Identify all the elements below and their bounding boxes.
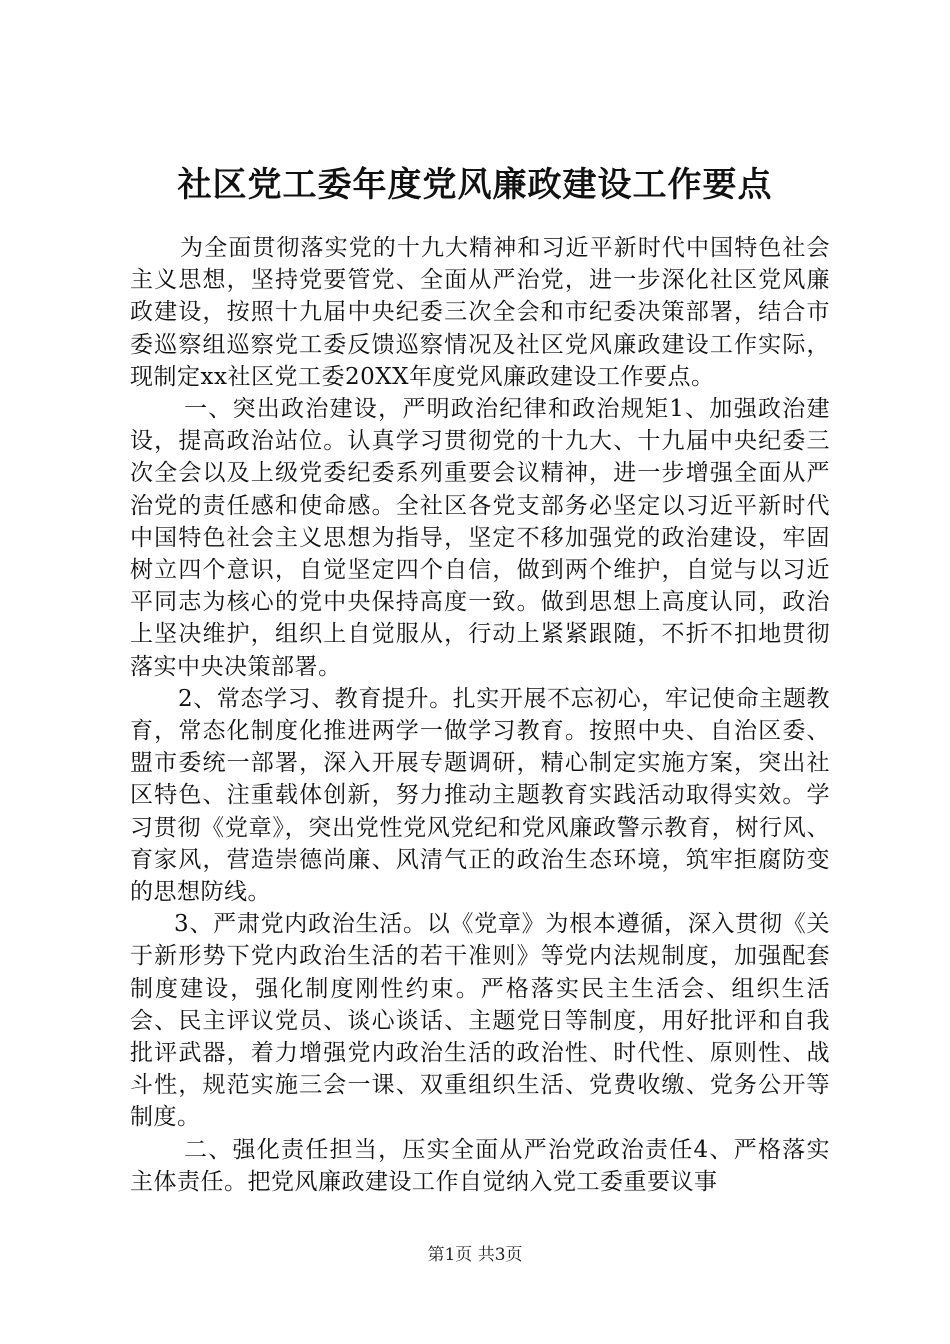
paragraph-section-1: 一、突出政治建设，严明政治纪律和政治规矩1、加强政治建设，提高政治站位。认真学习贯彻党的十九大、十九届中央纪委三次全会以及上级党委纪委系列重要会议精神，进一步增强全面从严治党的责任感和使命感。全社区各党支部务必坚定以习近平新时代中国特色社会主义思想为指导，坚定不移加强党的政治建设，牢固树立四个意识，自觉坚定四个自信，做到两个维护，自觉与以习近平同志为核心的党中央保持高度一致。做到思想上高度认同，政治上坚决维护，组织上自觉服从，行动上紧紧跟随，不折不扣地贯彻落实中央决策部署。 — [130, 396, 830, 680]
document-body — [130, 232, 830, 1198]
paragraph-intro: 为全面贯彻落实党的十九大精神和习近平新时代中国特色社会主义思想，坚持党要管党、全面从严治党，进一步深化社区党风廉政建设，按照十九届中央纪委三次全会和市纪委决策部署，结合市委巡察组巡察党工委反馈巡察情况及社区党风廉政建设工作实际，现制定xx社区党工委20XX年度党风廉政建设工作要点。 — [130, 235, 830, 390]
paragraph-item-3: 3、严肃党内政治生活。以《党章》为根本遵循，深入贯彻《关于新形势下党内政治生活的若干准则》等党内法规制度，加强配套制度建设，强化制度刚性约束。严格落实民主生活会、组织生活会、民主评议党员、谈心谈话、主题党日等制度，用好批评和自我批评武器，着力增强党内政治生活的政治性、时代性、原则性、战斗性，规范实施三会一课、双重组织生活、党费收缴、党务公开等制度。 — [130, 911, 830, 1131]
paragraph-item-2: 2、常态学习、教育提升。扎实开展不忘初心，牢记使命主题教育，常态化制度化推进两学一做学习教育。按照中央、自治区委、盟市委统一部署，深入开展专题调研，精心制定实施方案，突出社区特色、注重载体创新，努力推动主题教育实践活动取得实效。学习贯彻《党章》，突出党性党风党纪和党风廉政警示教育，树行风、育家风，营造崇德尚廉、风清气正的政治生态环境，筑牢拒腐防变的思想防线。 — [130, 685, 830, 906]
paragraph-section-2: 二、强化责任担当，压实全面从严治党政治责任4、严格落实主体责任。把党风廉政建设工作自觉纳入党工委重要议事 — [130, 1136, 830, 1195]
document-title: 社区党工委年度党风廉政建设工作要点 — [177, 165, 773, 205]
page-number-footer: 第1页 共3页 — [427, 1245, 523, 1265]
